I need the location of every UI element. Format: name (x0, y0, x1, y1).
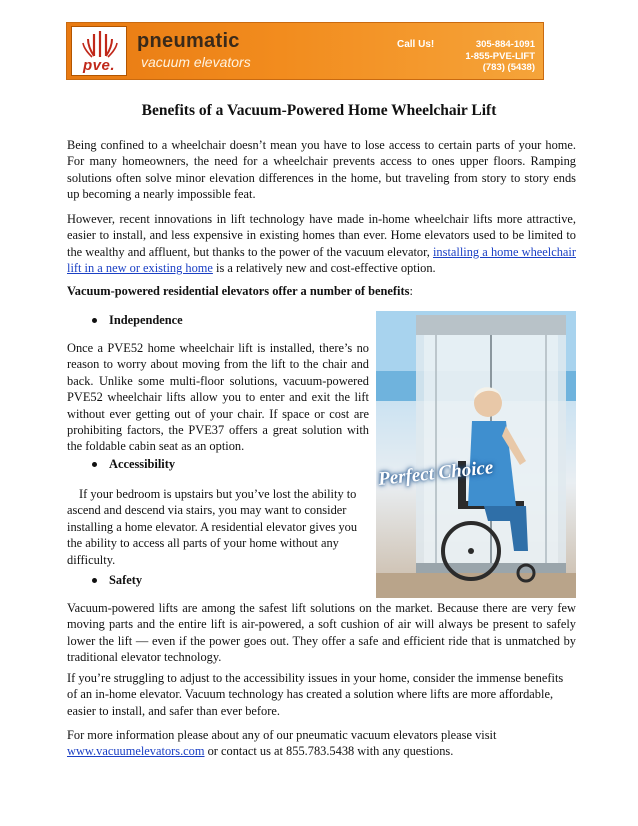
install-lift-link[interactable]: installing a home wheelchair lift in a new or existing home (67, 244, 576, 276)
struggling-paragraph: If you’re struggling to adjust to the accessibility issues in your home, consider the immense benefits of an in-home elevator. Vacuum technology has created a solution where lifts are more affordable, easier to install, and safer than ever before. (67, 671, 564, 718)
benefits-heading-text: Vacuum-powered residential elevators offer a number of benefits (67, 284, 410, 298)
innovation-text: However, recent innovations in lift technology have made in-home wheelchair lifts more attractive, easier to install, and less expensive in existing homes than ever. Home elevators used to be limited to the wealthy and affluent, but thanks to the power of the vacuum elevator, (67, 212, 576, 259)
phone-number-1[interactable]: 305-884-1091 (475, 39, 535, 50)
innovation-text-end: is a relatively new and cost-effective option. (212, 261, 436, 276)
bullet-safety (92, 573, 142, 588)
bullet-label: Safety (109, 573, 143, 587)
independence-paragraph: Once a PVE52 home wheelchair lift is installed, there’s no reason to worry about moving from the lift to the chair and back. Unlike some multi-floor solutions, vacuum-powered PVE52 wheelchair lifts allow you to enter and exit the lift without ever getting out of your chair. If space or cost are prohibiting factors, the PVE37 offers a great solution with the foldable cabin seat as an option. (67, 341, 369, 454)
company-logo[interactable] (71, 26, 127, 76)
accessibility-paragraph: If your bedroom is upstairs but you’ve lost the ability to ascend and descend via stairs, you may want to consider installing a home elevator. A residential elevator gives you the ability to access all parts of your home without any difficulty. (67, 487, 358, 567)
bullet-dot-icon (92, 318, 97, 323)
safety-paragraph: Vacuum-powered lifts are among the safest lift solutions on the market. Because there are very few moving parts and the entire lift is air-powered, a soft cushion of air will always be present to safely lower the lift — even if the power goes out. They offer a safe and efficient ride that is unmatched by traditional elevator technology. (67, 601, 576, 665)
more-info-paragraph (67, 727, 576, 760)
brand-subtitle: vacuum elevators (141, 54, 251, 70)
website-link[interactable]: www.vacuumelevators.com (67, 744, 205, 759)
phone-numbers (465, 39, 535, 74)
phone-number-2[interactable]: 1-855-PVE-LIFT (465, 50, 535, 62)
header-banner (66, 22, 544, 80)
benefits-heading (67, 283, 576, 299)
logo-abbreviation: pve. (82, 57, 115, 74)
brand-name: pneumatic (137, 30, 240, 52)
logo-mark-icon (80, 29, 120, 59)
intro-paragraph: Being confined to a wheelchair doesn’t mean you have to lose access to certain parts of your home. For many homeowners, the need for a wheelchair prevents access to ones upper floors. Ramping solutions often solve minor elevation differences in the home, but traveling from story to story ends up becoming a nearly impossible feat. (67, 138, 576, 202)
bullet-label: Independence (109, 313, 183, 327)
innovation-paragraph (67, 211, 576, 277)
bullet-dot-icon (92, 578, 97, 583)
phone-number-3: (783) (5438) (482, 62, 535, 73)
wheelchair-lift-photo (376, 311, 576, 598)
benefits-heading-colon: : (409, 284, 413, 298)
more-info-text: For more information please about any of our pneumatic vacuum elevators please visit (67, 728, 497, 742)
bullet-independence (92, 313, 183, 328)
call-us-label: Call Us! (397, 39, 435, 50)
contact-text: or contact us at 855.783.5438 with any questions. (204, 744, 454, 759)
bullet-accessibility (92, 457, 175, 472)
lift-illustration (376, 311, 576, 598)
bullet-label: Accessibility (109, 457, 176, 471)
photo-caption: Perfect Choice (377, 457, 495, 490)
bullet-dot-icon (92, 462, 97, 467)
document-title: Benefits of a Vacuum-Powered Home Wheelchair Lift (141, 102, 497, 119)
